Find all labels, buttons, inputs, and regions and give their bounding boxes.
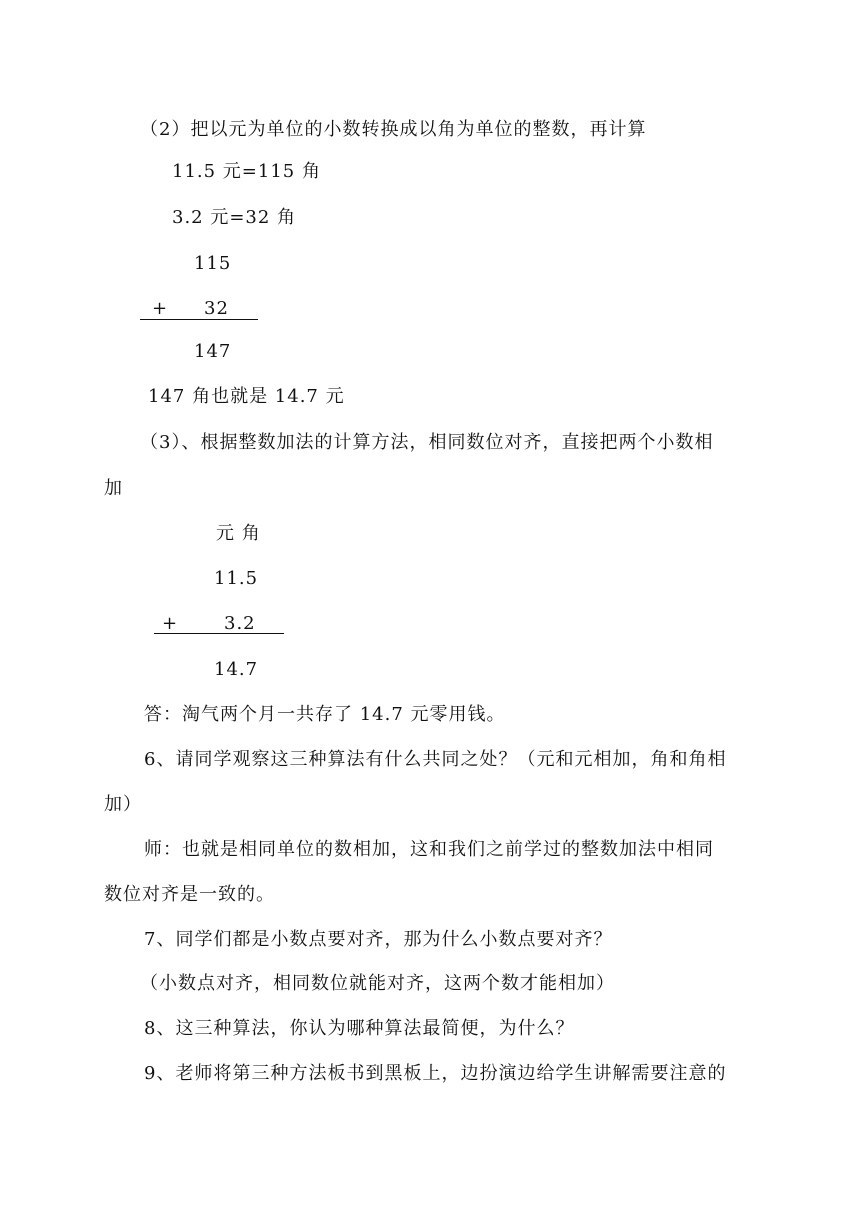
method2-calc-result: 147 <box>194 341 232 362</box>
method3-calc-addend: 3.2 <box>224 613 256 634</box>
item8: 8、这三种算法，你认为哪种算法最简便，为什么？ <box>144 1018 575 1039</box>
item9: 9、老师将第三种方法板书到黑板上，边扮演边给学生讲解需要注意的 <box>144 1063 727 1084</box>
method3-calc-result: 14.7 <box>214 659 259 680</box>
method3-unit-header: 元 角 <box>216 523 261 544</box>
method3-calc-top: 11.5 <box>214 568 259 589</box>
method3-heading-line2: 加 <box>104 478 123 499</box>
item7-answer: （小数点对齐，相同数位就能对齐，这两个数才能相加） <box>140 973 615 994</box>
method2-calc-plus: + <box>152 298 169 319</box>
method2-conversion-2: 3.2 元=32 角 <box>172 207 297 228</box>
teacher-line1: 师：也就是相同单位的数相加，这和我们之前学过的整数加法中相同 <box>144 839 714 860</box>
method3-heading-line1: （3）、根据整数加法的计算方法，相同数位对齐，直接把两个小数相 <box>140 432 714 453</box>
method2-conclusion: 147 角也就是 14.7 元 <box>148 386 345 407</box>
item6-line2: 加） <box>104 794 142 815</box>
item6-line1: 6、请同学观察这三种算法有什么共同之处？（元和元相加，角和角相 <box>144 749 727 770</box>
method2-calc-top: 115 <box>194 253 232 274</box>
method3-calc-plus: + <box>162 613 179 634</box>
method2-calc-addend: 32 <box>204 298 229 319</box>
method3-calc-underline <box>154 633 284 634</box>
item7-question: 7、同学们都是小数点要对齐，那为什么小数点要对齐？ <box>144 929 613 950</box>
method2-calc-underline <box>140 319 258 320</box>
method2-heading: （2）把以元为单位的小数转换成以角为单位的整数，再计算 <box>140 119 647 140</box>
method2-conversion-1: 11.5 元=115 角 <box>172 161 321 182</box>
method3-answer: 答：淘气两个月一共存了 14.7 元零用钱。 <box>144 704 506 725</box>
teacher-line2: 数位对齐是一致的。 <box>104 884 275 905</box>
